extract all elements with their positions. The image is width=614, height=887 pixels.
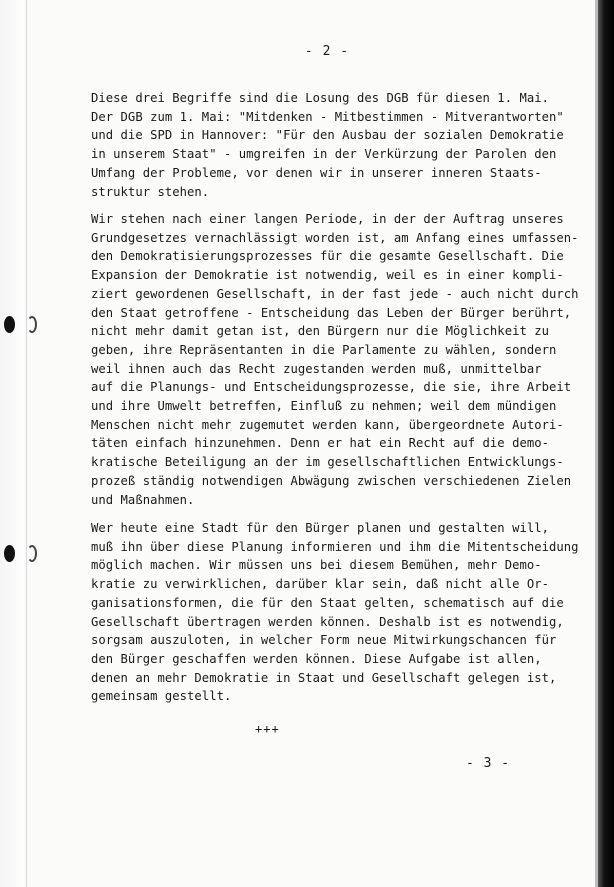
punch-hole-upper <box>4 316 15 333</box>
text-line: kratische Beteiligung an der im gesellschaftlichen Entwicklungs- <box>91 455 564 470</box>
text-line: muß ihn über diese Planung informieren und ihm die Mitentscheidung <box>91 539 579 554</box>
page-edge-line <box>26 0 27 887</box>
text-line: Wer heute eine Stadt für den Bürger planen und gestalten will, <box>91 521 550 535</box>
text-line: gemeinsam gestellt. <box>91 689 232 704</box>
text-line: nicht mehr damit getan ist, den Bürgern nur die Möglichkeit zu <box>91 324 550 339</box>
text-line: den Demokratisierungsprozesses für die gesamte Gesellschaft. Die <box>91 249 564 264</box>
text-line: Menschen nicht mehr zugemutet werden kann, übergeordnete Autori- <box>91 417 564 432</box>
scan-border <box>598 0 614 887</box>
text-line: prozeß ständig notwendigen Abwägung zwischen verschiedenen Zielen <box>91 473 572 488</box>
text-line: Umfang der Probleme, vor denen wir in unserer inneren Staats- <box>91 165 542 180</box>
text-line: ziert gewordenen Gesellschaft, in der fast jede - auch nicht durch <box>91 286 579 301</box>
text-line: täten einfach hinzunehmen. Denn er hat ein Recht auf die demo- <box>91 436 550 451</box>
text-line: struktur stehen. <box>91 184 210 199</box>
paragraph-1 <box>91 89 571 201</box>
punch-hole-lower <box>4 545 15 562</box>
text-line: ganisationsformen, die für den Staat gelten, schematisch auf die <box>91 595 564 610</box>
paragraph-2 <box>91 210 579 509</box>
text-line: weil ihnen auch das Recht zugestanden werden muß, unmittelbar <box>91 361 542 376</box>
text-line: den Staat getroffene - Entscheidung das Leben der Bürger berührt, <box>91 305 572 320</box>
page-left-margin <box>0 0 24 887</box>
text-line: Der DGB zum 1. Mai: "Mitdenken - Mitbestimmen - Mitverantworten" <box>91 109 564 124</box>
text-line: auf die Planungs- und Entscheidungsprozesse, die sie, ihre Arbeit <box>91 380 572 395</box>
punch-hole-upper-shadow <box>27 316 37 333</box>
text-line: möglich machen. Wir müssen uns bei diesem Bemühen, mehr Demo- <box>91 558 542 573</box>
text-line: Gesellschaft übertragen werden können. Deshalb ist es notwendig, <box>91 614 564 629</box>
text-line: denen an mehr Demokratie in Staat und Gesellschaft gelegen ist, <box>91 670 557 685</box>
punch-hole-lower-shadow <box>27 545 37 562</box>
text-line: geben, ihre Repräsentanten in die Parlamente zu wählen, sondern <box>91 342 557 357</box>
text-line: Expansion der Demokratie ist notwendig, weil es in einer kompli- <box>91 268 564 283</box>
text-line: Diese drei Begriffe sind die Losung des DGB für diesen 1. Mai. <box>91 91 550 105</box>
text-line: in unserem Staat" - umgreifen in der Verkürzung der Parolen den <box>91 147 557 162</box>
text-line: und die SPD in Hannover: "Für den Ausbau der sozialen Demokratie <box>91 128 564 143</box>
text-line: und Maßnahmen. <box>91 492 195 507</box>
paragraph-3 <box>91 519 579 706</box>
text-line: Grundgesetzes vernachlässigt worden ist, am Anfang eines umfassen- <box>91 230 579 245</box>
text-line: Wir stehen nach einer langen Periode, in der der Auftrag unseres <box>91 212 564 226</box>
closing-mark: +++ <box>255 722 280 736</box>
text-line: kratie zu verwirklichen, darüber klar sein, daß nicht alle Or- <box>91 577 550 592</box>
page-number: - 2 - <box>304 44 350 59</box>
next-page-marker: - 3 - <box>466 756 511 771</box>
text-line: und ihre Umwelt betreffen, Einfluß zu nehmen; weil dem mündigen <box>91 399 557 414</box>
text-line: den Bürger geschaffen werden können. Diese Aufgabe ist allen, <box>91 651 542 666</box>
text-line: sorgsam auszuloten, in welcher Form neue Mitwirkungschancen für <box>91 633 557 648</box>
